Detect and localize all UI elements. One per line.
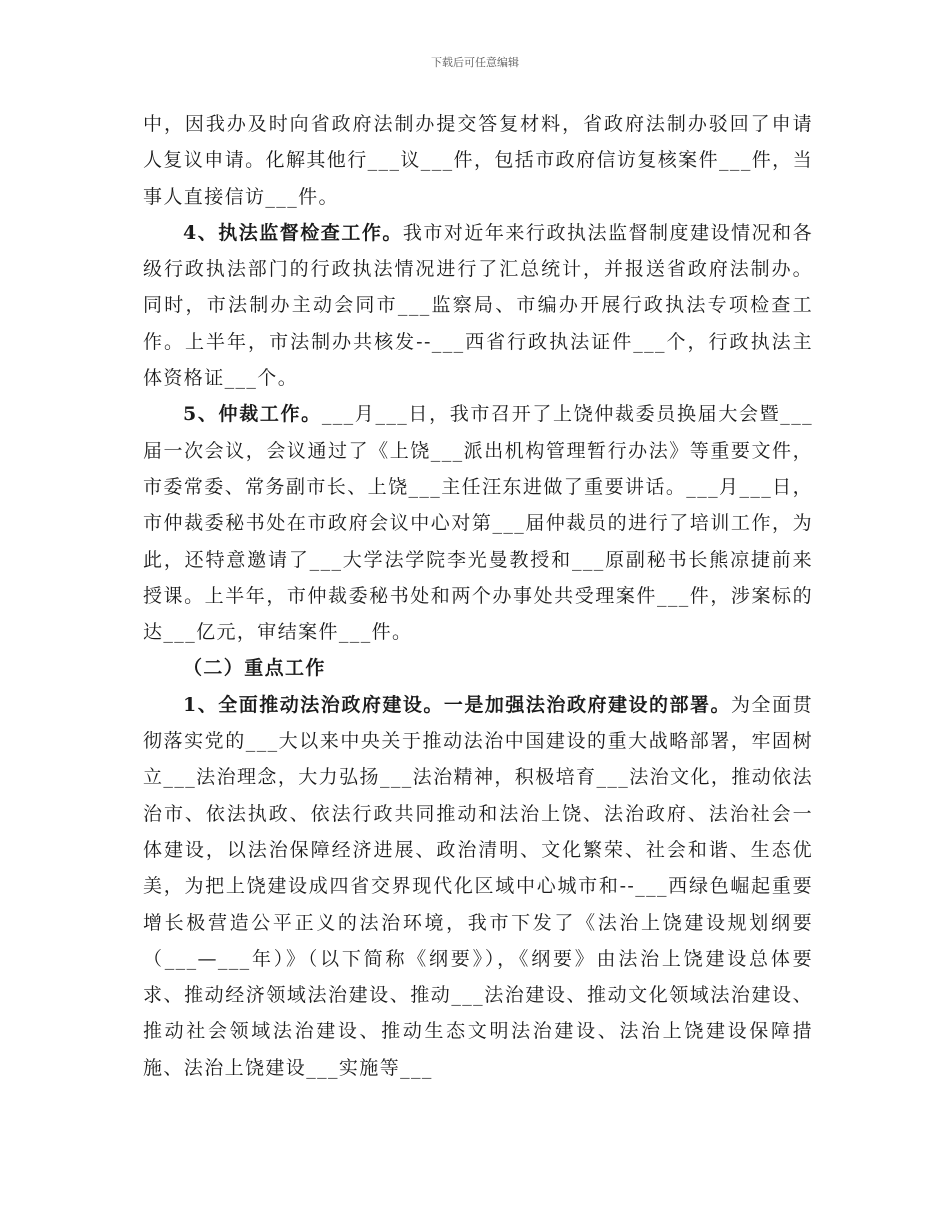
section-heading-key-work: （二）重点工作 (183, 657, 326, 680)
paragraph-text: 我市对近年来行政执法监督制度建设情况和各级行政执法部门的行政执法情况进行了汇总统计，并报送省政府法制办。同时，市法制办主动会同市___监察局、市编办开展行政执法专项检查工作。上半年，市法制办共核发--___西省行政执法证件___个，行政执法主体资格证___个。 (143, 221, 813, 390)
paragraph-enforcement-supervision (143, 215, 813, 396)
paragraph-lead: 1、全面推动法治政府建设。一是加强法治政府建设的部署。 (183, 693, 732, 716)
paragraph-rule-of-law-government (143, 687, 813, 1086)
paragraph-text: 为全面贯彻落实党的___大以来中央关于推动法治中国建设的重大战略部署，牢固树立___法治理念，大力弘扬___法治精神，积极培育___法治文化，推动依法治市、依法执政、依法行政共同推动和法治上饶、法治政府、法治社会一体建设，以法治保障经济进展、政治清明、文化繁荣、社会和谐、生态优美，为把上饶建设成四省交界现代化区域中心城市和--___西绿色崛起重要增长极营造公平正义的法治环境，我市下发了《法治上饶建设规划纲要（___—___年）》（以下简称《纲要》），《纲要》由法治上饶建设总体要求、推动经济领域法治建设、推动___法治建设、推动文化领域法治建设、推动社会领域法治建设、推动生态文明法治建设、法治上饶建设保障措施、法治上饶建设___实施等___ (143, 693, 813, 1079)
document-body (143, 106, 813, 1086)
paragraph-text: 中，因我办及时向省政府法制办提交答复材料，省政府法制办驳回了申请人复议申请。化解其他行___议___件，包括市政府信访复核案件___件，当事人直接信访___件。 (143, 113, 813, 208)
paragraph-text: ___月___日，我市召开了上饶仲裁委员换届大会暨___届一次会议，会议通过了《上饶___派出机构管理暂行办法》等重要文件，市委常委、常务副市长、上饶___主任汪东进做了重要讲话。___月___日，市仲裁委秘书处在市政府会议中心对第___届仲裁员的进行了培训工作，为此，还特意邀请了___大学法学院李光曼教授和___原副秘书长熊凉捷前来授课。上半年，市仲裁委秘书处和两个办事处共受理案件___件，涉案标的达___亿元，审结案件___件。 (143, 403, 813, 644)
paragraph-arbitration (143, 396, 813, 650)
paragraph-lead: 5、仲裁工作。 (183, 403, 322, 426)
paragraph-lead: 4、执法监督检查工作。 (183, 221, 403, 244)
paragraph-complaint-resolution (143, 106, 813, 215)
page-header: 下载后可任意编辑 (431, 56, 519, 69)
